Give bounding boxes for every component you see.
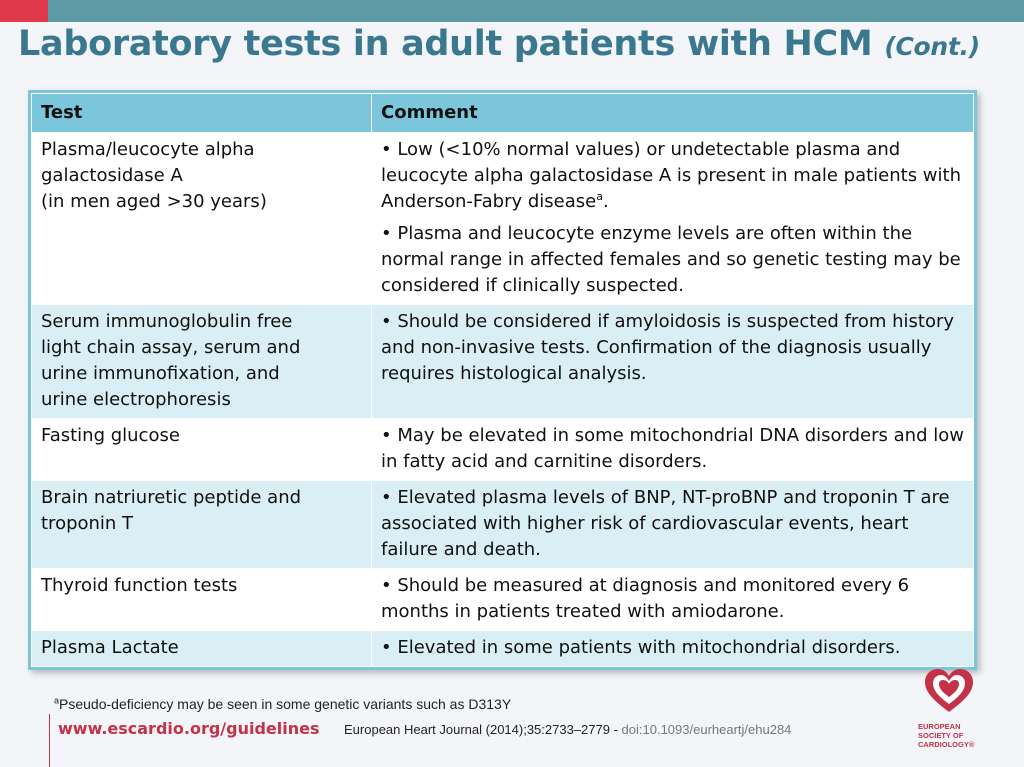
- test-cell: [32, 631, 372, 667]
- test-line: troponin T: [41, 513, 134, 534]
- comment-text: • Low (<10% normal values) or undetectable plasma and leucocyte alpha galactosidase A is present in male patients with Anderson-Fabry disease: [381, 139, 961, 212]
- table-row: [32, 419, 974, 481]
- comment-paragraph: • Plasma and leucocyte enzyme levels are often within the normal range in affected females and so genetic testing may be considered if clinically suspected.: [381, 223, 961, 296]
- table-row: [32, 133, 974, 305]
- table-row: [32, 481, 974, 569]
- footnote-mark: a: [54, 695, 60, 706]
- test-cell: [32, 419, 372, 481]
- test-line: Fasting glucose: [41, 425, 180, 446]
- test-cell: [32, 569, 372, 631]
- test-cell: [32, 481, 372, 569]
- citation-text: European Heart Journal (2014);35:2733–2779 -: [344, 722, 618, 737]
- comment-cell: [372, 419, 974, 481]
- test-line: galactosidase A: [41, 165, 183, 186]
- comment-paragraph: • Should be considered if amyloidosis is suspected from history and non-invasive tests. Confirmation of the diagnosis usually requires histological analysis.: [381, 311, 955, 384]
- top-accent-bar-red: [0, 0, 48, 22]
- comment-paragraph: • May be elevated in some mitochondrial DNA disorders and low in fatty acid and carnitine disorders.: [381, 425, 964, 472]
- table-row: [32, 631, 974, 667]
- test-cell: [32, 133, 372, 305]
- comment-paragraph: • Elevated plasma levels of BNP, NT-proBNP and troponin T are associated with higher risk of cardiovascular events, heart failure and death.: [381, 487, 950, 560]
- journal-citation: [344, 722, 791, 737]
- top-accent-bar-teal: [48, 0, 1024, 22]
- logo-text: EUROPEAN SOCIETY OF CARDIOLOGY®: [918, 722, 975, 749]
- heart-icon: [921, 666, 977, 716]
- test-line: light chain assay, serum and: [41, 337, 301, 358]
- test-line: urine immunofixation, and: [41, 363, 280, 384]
- test-line: Plasma/leucocyte alpha: [41, 139, 255, 160]
- test-cell: [32, 305, 372, 419]
- comment-paragraph: • Low (<10% normal values) or undetectable plasma and leucocyte alpha galactosidase A is present in male patients with Anderson-Fabry disease$^a$.: [381, 139, 961, 212]
- header-comment: Comment: [372, 94, 974, 133]
- slide-title-suffix: (Cont.): [884, 32, 980, 61]
- comment-cell: [372, 631, 974, 667]
- test-line: Thyroid function tests: [41, 575, 238, 596]
- footer-divider: [49, 714, 50, 767]
- comment-cell: [372, 305, 974, 419]
- comment-cell: [372, 481, 974, 569]
- lab-tests-table: [28, 90, 977, 670]
- guidelines-link[interactable]: www.escardio.org/guidelines: [58, 719, 320, 738]
- table-row: [32, 569, 974, 631]
- slide-title-text: Laboratory tests in adult patients with HCM: [18, 24, 873, 64]
- esc-logo: [914, 666, 984, 749]
- test-line: (in men aged >30 years): [41, 191, 267, 212]
- doi-text: doi:10.1093/eurheartj/ehu284: [621, 722, 792, 737]
- test-line: Plasma Lactate: [41, 637, 179, 658]
- footnote: [54, 696, 511, 712]
- footnote-ref: a: [596, 190, 603, 203]
- footnote-text: Pseudo-deficiency may be seen in some genetic variants such as D313Y: [59, 696, 512, 712]
- test-line: urine electrophoresis: [41, 389, 231, 410]
- table-row: [32, 305, 974, 419]
- comment-cell: [372, 569, 974, 631]
- slide-title: [18, 24, 1008, 64]
- comment-paragraph: • Should be measured at diagnosis and monitored every 6 months in patients treated with amiodarone.: [381, 575, 910, 622]
- header-test: Test: [32, 94, 372, 133]
- test-line: Brain natriuretic peptide and: [41, 487, 302, 508]
- comment-paragraph: • Elevated in some patients with mitochondrial disorders.: [381, 637, 901, 658]
- table-header-row: [32, 94, 974, 133]
- test-line: Serum immunoglobulin free: [41, 311, 293, 332]
- comment-cell: [372, 133, 974, 305]
